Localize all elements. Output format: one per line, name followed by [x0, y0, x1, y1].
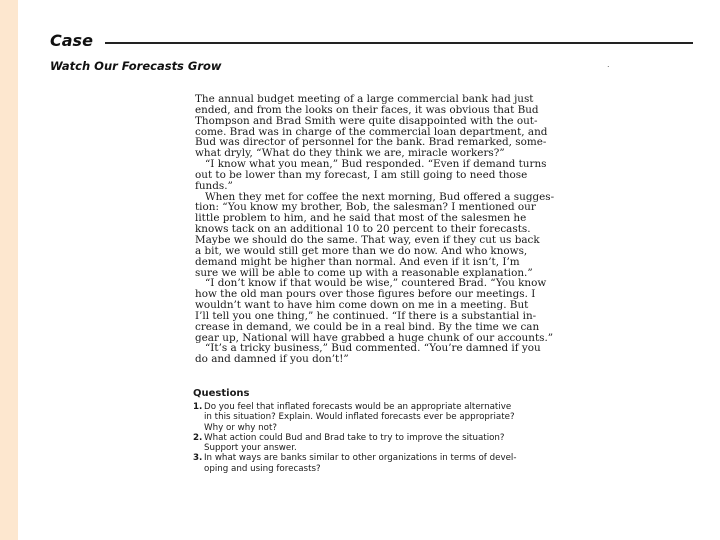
case-heading	[50, 31, 645, 51]
body-line: “I don’t know if that would be wise,” countered Brad. “You know	[205, 277, 547, 290]
body-line: crease in demand, we could be in a real bind. By the time we can	[195, 320, 540, 333]
body-line: When they met for coffee the next morning, Bud offered a sugges-	[205, 190, 555, 203]
question-text: In what ways are banks similar to other organizations in terms of devel-	[204, 453, 517, 464]
question-1-line	[193, 412, 648, 422]
question-number: 2.	[193, 432, 203, 443]
body-line: little problem to him, and he said that most of the salesmen he	[195, 212, 527, 225]
body-line: gear up, National will have grabbed a huge chunk of our accounts.”	[195, 331, 554, 344]
question-1-line	[193, 402, 648, 412]
case-title: Watch Our Forecasts Grow	[50, 59, 222, 73]
body-line: come. Brad was in charge of the commercial loan department, and	[195, 125, 548, 138]
case-body-text	[195, 94, 645, 365]
question-2-line	[193, 433, 648, 443]
body-line: how the old man pours over those figures before our meetings. I	[195, 288, 536, 301]
body-line: do and damned if you don’t!”	[195, 353, 349, 366]
heading-rule	[105, 42, 693, 44]
question-text: Do you feel that inflated forecasts would be an appropriate alternative	[204, 402, 512, 412]
body-line: “I know what you mean,” Bud responded. “Even if demand turns	[205, 158, 547, 171]
questions-list	[193, 402, 648, 474]
body-line: Thompson and Brad Smith were quite disappointed with the out-	[195, 114, 538, 127]
question-text: Support your answer.	[204, 443, 297, 454]
question-text: Why or why not?	[204, 422, 277, 433]
body-line: I’ll tell you one thing,” he continued. “If there is a substantial in-	[195, 309, 537, 322]
body-line: sure we will be able to come up with a reasonable explanation.”	[195, 266, 533, 279]
body-line: The annual budget meeting of a large commercial bank had just	[195, 93, 534, 105]
body-line: wouldn’t want to have him come down on me in a meeting. But	[195, 299, 529, 312]
question-number: 3.	[193, 453, 203, 464]
body-line: out to be lower than my forecast, I am still going to need those	[195, 168, 528, 181]
scan-speck: .	[607, 60, 610, 69]
question-2-line	[193, 443, 648, 453]
body-line: Bud was director of personnel for the bank. Brad remarked, some-	[195, 136, 547, 149]
body-line: “It’s a tricky business,” Bud commented. “You’re damned if you	[205, 342, 541, 355]
left-edge-strip	[0, 0, 18, 540]
question-3-line	[193, 453, 648, 463]
body-line: knows tack on an additional 10 to 20 percent to their forecasts.	[195, 223, 531, 236]
question-number: 1.	[193, 402, 203, 412]
body-line: what dryly, “What do they think we are, miracle workers?”	[195, 147, 505, 160]
question-text: What action could Bud and Brad take to try to improve the situation?	[204, 432, 505, 443]
question-1-line	[193, 423, 648, 433]
case-label: Case	[50, 31, 99, 51]
body-line: funds.”	[195, 179, 233, 192]
body-line: demand might be higher than normal. And even if it isn’t, I’m	[195, 255, 520, 268]
question-text: in this situation? Explain. Would inflated forecasts ever be appropriate?	[204, 412, 515, 423]
question-text: oping and using forecasts?	[204, 463, 321, 474]
body-line: Maybe we should do the same. That way, even if they cut us back	[195, 233, 540, 246]
question-3-line	[193, 464, 648, 474]
questions-heading: Questions	[193, 388, 250, 399]
body-line: ended, and from the looks on their faces, it was obvious that Bud	[195, 103, 539, 116]
body-line: a bit, we would still get more than we do now. And who knows,	[195, 244, 528, 257]
body-line: tion: “You know my brother, Bob, the salesman? I mentioned our	[195, 201, 536, 214]
